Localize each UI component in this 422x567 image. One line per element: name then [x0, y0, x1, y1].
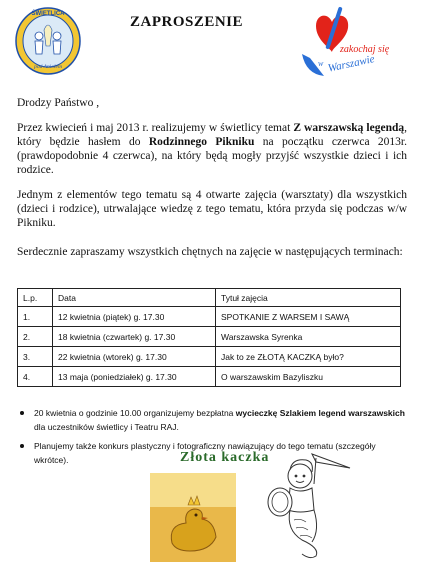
- table-row: [18, 307, 401, 327]
- list-item: Planujemy także konkurs plastyczny i fotograficzny nawiązujący do tego tematu (szczegóły wkrótce).: [20, 439, 410, 467]
- row-number: 3.: [18, 347, 53, 367]
- row-title: SPOTKANIE Z WARSEM I SAWĄ: [216, 307, 401, 327]
- row-date: 18 kwietnia (czwartek) g. 17.30: [53, 327, 216, 347]
- invitation-paragraph: Serdecznie zapraszamy wszystkich chętnych na zajęcie w następujących terminach:: [17, 246, 403, 258]
- row-date: 22 kwietnia (wtorek) g. 17.30: [53, 347, 216, 367]
- row-title: O warszawskim Bazyliszku: [216, 367, 401, 387]
- header-lp: L.p.: [18, 289, 53, 307]
- row-title: Jak to ze ZŁOTĄ KACZKĄ było?: [216, 347, 401, 367]
- logo-top-text: ŚWIETLICA: [31, 11, 65, 17]
- swietlica-logo: [14, 6, 82, 76]
- mermaid-illustration: [256, 450, 356, 562]
- bullet-icon: [20, 411, 24, 415]
- logo-line2: w: [318, 59, 324, 68]
- header-title: Tytuł zajęcia: [216, 289, 401, 307]
- table-header-row: [18, 289, 401, 307]
- golden-duck-illustration: [150, 447, 270, 562]
- logo-bottom-text: pod Aniołem: [34, 64, 62, 70]
- logo-line3: Warszawie: [326, 53, 376, 75]
- row-number: 4.: [18, 367, 53, 387]
- zakochaj-sie-w-warszawie-logo: [296, 4, 390, 86]
- page-title: ZAPROSZENIE: [130, 14, 244, 30]
- row-title: Warszawska Syrenka: [216, 327, 401, 347]
- greeting: Drodzy Państwo ,: [17, 97, 100, 109]
- bullet-icon: [20, 444, 24, 448]
- row-date: 12 kwietnia (piątek) g. 17.30: [53, 307, 216, 327]
- intro-paragraph: Przez kwiecień i maj 2013 r. realizujemy w świetlicy temat Z warszawską legendą, który będzie hasłem do Rodzinnego Pikniku na początku czerwca 2013r. (prawdopodobnie 4 czerwca), na który będą mogły przyjść wszystkie dzieci i ich rodzice.: [17, 122, 408, 176]
- header-date: Data: [53, 289, 216, 307]
- schedule-table: [17, 288, 401, 387]
- row-number: 1.: [18, 307, 53, 327]
- logo-line1: zakochaj się: [340, 44, 390, 55]
- row-number: 2.: [18, 327, 53, 347]
- table-row: [18, 367, 401, 387]
- list-item: 20 kwietnia o godzinie 10.00 organizujemy bezpłatna wycieczkę Szlakiem legend warszawskich dla uczestników świetlicy i Teatru RAJ.: [20, 406, 410, 434]
- row-date: 13 maja (poniedziałek) g. 17.30: [53, 367, 216, 387]
- duck-title: Złota kaczka: [180, 450, 270, 465]
- workshops-paragraph: Jednym z elementów tego tematu są 4 otwarte zajęcia (warsztaty) dla wszystkich (dzieci i rodzice), utrwalające wiedzę z tego tematu, która przyda się podczas w/w Pikniku.: [17, 189, 407, 229]
- table-row: [18, 347, 401, 367]
- table-row: [18, 327, 401, 347]
